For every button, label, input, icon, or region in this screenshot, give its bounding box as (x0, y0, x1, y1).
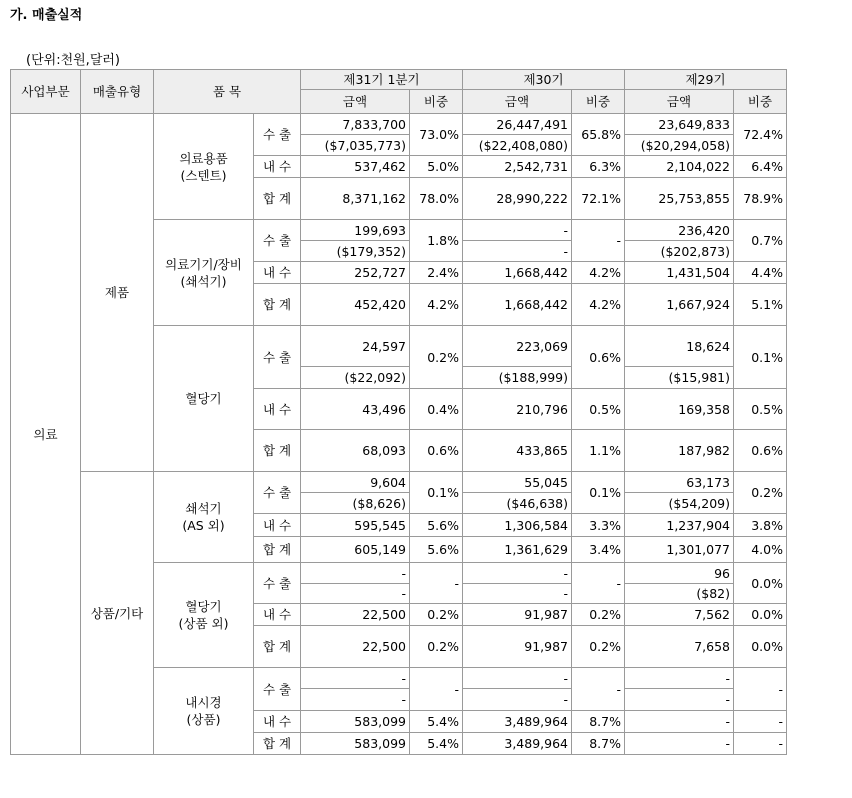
domestic-amount-cell: 91,987 (463, 604, 572, 626)
total-amount-cell: 1,301,077 (625, 537, 734, 563)
export-amount-cell: 199,693 (301, 220, 410, 241)
domestic-share-cell: 2.4% (410, 262, 463, 284)
domestic-amount-cell: 169,358 (625, 389, 734, 430)
export-usd-cell: ($15,981) (625, 367, 734, 389)
total-amount-cell: 1,667,924 (625, 284, 734, 326)
export-amount-cell: - (463, 668, 572, 689)
total-amount-cell: 22,500 (301, 626, 410, 668)
export-amount-cell: 23,649,833 (625, 114, 734, 135)
header-period-3: 제29기 (625, 70, 787, 90)
domestic-share-cell: 6.3% (572, 156, 625, 178)
export-amount-cell: 24,597 (301, 326, 410, 367)
item-label-line: 의료용품 (179, 150, 228, 166)
domestic-amount-cell: 1,668,442 (463, 262, 572, 284)
export-usd-cell: ($8,626) (301, 493, 410, 514)
total-amount-cell: 605,149 (301, 537, 410, 563)
export-usd-cell: - (301, 584, 410, 604)
domestic-share-cell: 6.4% (734, 156, 787, 178)
row-label-domestic: 내 수 (254, 514, 301, 537)
export-usd-cell: - (463, 584, 572, 604)
export-share-cell: - (572, 563, 625, 604)
total-share-cell: 4.0% (734, 537, 787, 563)
row-label-total: 합 계 (254, 626, 301, 668)
total-amount-cell: 8,371,162 (301, 178, 410, 220)
domestic-share-cell: 0.5% (572, 389, 625, 430)
total-amount-cell: - (625, 733, 734, 755)
domestic-share-cell: 0.5% (734, 389, 787, 430)
header-amount: 금액 (625, 90, 734, 114)
domestic-share-cell: 8.7% (572, 711, 625, 733)
export-usd-cell: ($54,209) (625, 493, 734, 514)
domestic-share-cell: 5.4% (410, 711, 463, 733)
row-label-total: 합 계 (254, 284, 301, 326)
total-amount-cell: 187,982 (625, 430, 734, 472)
item-label-line: (상품) (186, 712, 221, 727)
item-label-line: 혈당기 (185, 599, 222, 614)
header-segment: 사업부문 (11, 70, 81, 114)
table-row (11, 114, 787, 135)
sales-table (10, 69, 787, 755)
total-amount-cell: 7,658 (625, 626, 734, 668)
export-amount-cell: 236,420 (625, 220, 734, 241)
total-amount-cell: 1,361,629 (463, 537, 572, 563)
sales-type-cell: 제품 (81, 114, 154, 472)
table-row (11, 472, 787, 493)
domestic-amount-cell: 252,727 (301, 262, 410, 284)
export-share-cell: 0.7% (734, 220, 787, 262)
domestic-amount-cell: 595,545 (301, 514, 410, 537)
item-label-line: 혈당기 (185, 391, 222, 406)
export-amount-cell: - (301, 668, 410, 689)
item-cell (154, 220, 254, 326)
export-amount-cell: - (301, 563, 410, 584)
export-share-cell: 1.8% (410, 220, 463, 262)
export-amount-cell: 9,604 (301, 472, 410, 493)
domestic-amount-cell: 43,496 (301, 389, 410, 430)
item-cell (154, 472, 254, 563)
row-label-domestic: 내 수 (254, 156, 301, 178)
export-amount-cell: 7,833,700 (301, 114, 410, 135)
export-share-cell: 72.4% (734, 114, 787, 156)
row-label-total: 합 계 (254, 430, 301, 472)
domestic-share-cell: 3.8% (734, 514, 787, 537)
export-amount-cell: - (625, 668, 734, 689)
total-amount-cell: 68,093 (301, 430, 410, 472)
item-cell (154, 114, 254, 220)
total-share-cell: 4.2% (410, 284, 463, 326)
header-item: 품 목 (154, 70, 301, 114)
row-label-total: 합 계 (254, 178, 301, 220)
domestic-amount-cell: 3,489,964 (463, 711, 572, 733)
item-label-line: (스텐트) (180, 167, 227, 183)
domestic-amount-cell: 537,462 (301, 156, 410, 178)
total-share-cell: 78.9% (734, 178, 787, 220)
header-period-1: 제31기 1분기 (301, 70, 463, 90)
total-share-cell: 0.6% (410, 430, 463, 472)
export-usd-cell: ($179,352) (301, 241, 410, 262)
export-share-cell: 0.0% (734, 563, 787, 604)
item-cell (154, 668, 254, 755)
table-body (11, 114, 787, 755)
domestic-amount-cell: 2,542,731 (463, 156, 572, 178)
row-label-domestic: 내 수 (254, 711, 301, 733)
total-share-cell: 5.6% (410, 537, 463, 563)
export-usd-cell: ($188,999) (463, 367, 572, 389)
total-share-cell: 0.2% (572, 626, 625, 668)
domestic-share-cell: 5.6% (410, 514, 463, 537)
domestic-amount-cell: 210,796 (463, 389, 572, 430)
header-period-2: 제30기 (463, 70, 625, 90)
export-amount-cell: 223,069 (463, 326, 572, 367)
header-sales-type: 매출유형 (81, 70, 154, 114)
section-title: 가. 매출실적 (10, 8, 83, 23)
domestic-share-cell: - (734, 711, 787, 733)
total-amount-cell: 25,753,855 (625, 178, 734, 220)
export-share-cell: 0.1% (734, 326, 787, 389)
unit-note: (단위:천원,달러) (26, 53, 121, 68)
export-share-cell: 73.0% (410, 114, 463, 156)
row-label-export: 수 출 (254, 326, 301, 389)
total-share-cell: 3.4% (572, 537, 625, 563)
item-label-line: (상품 외) (178, 616, 229, 631)
total-amount-cell: 583,099 (301, 733, 410, 755)
domestic-share-cell: 0.0% (734, 604, 787, 626)
export-usd-cell: ($7,035,773) (301, 135, 410, 156)
domestic-share-cell: 5.0% (410, 156, 463, 178)
domestic-amount-cell: 22,500 (301, 604, 410, 626)
domestic-amount-cell: 583,099 (301, 711, 410, 733)
item-label-line: 의료기기/장비 (165, 256, 242, 272)
total-share-cell: 1.1% (572, 430, 625, 472)
total-share-cell: 5.4% (410, 733, 463, 755)
export-amount-cell: 18,624 (625, 326, 734, 367)
export-share-cell: - (572, 220, 625, 262)
export-amount-cell: 26,447,491 (463, 114, 572, 135)
export-usd-cell: ($20,294,058) (625, 135, 734, 156)
export-amount-cell: 55,045 (463, 472, 572, 493)
domestic-share-cell: 0.2% (572, 604, 625, 626)
domestic-share-cell: 4.4% (734, 262, 787, 284)
export-share-cell: - (572, 668, 625, 711)
total-amount-cell: 1,668,442 (463, 284, 572, 326)
total-share-cell: 4.2% (572, 284, 625, 326)
domestic-share-cell: 0.4% (410, 389, 463, 430)
domestic-amount-cell: 1,306,584 (463, 514, 572, 537)
export-share-cell: 0.2% (734, 472, 787, 514)
export-share-cell: 0.2% (410, 326, 463, 389)
export-share-cell: 65.8% (572, 114, 625, 156)
segment-cell: 의료 (11, 114, 81, 755)
export-usd-cell: ($22,408,080) (463, 135, 572, 156)
item-label-line: 쇄석기 (185, 501, 222, 516)
export-usd-cell: ($202,873) (625, 241, 734, 262)
domestic-share-cell: 3.3% (572, 514, 625, 537)
row-label-total: 합 계 (254, 733, 301, 755)
domestic-amount-cell: - (625, 711, 734, 733)
total-share-cell: - (734, 733, 787, 755)
row-label-export: 수 출 (254, 220, 301, 262)
export-usd-cell: ($46,638) (463, 493, 572, 514)
export-usd-cell: ($82) (625, 584, 734, 604)
item-label-line: 내시경 (185, 695, 222, 710)
export-amount-cell: - (463, 220, 572, 241)
total-share-cell: 0.0% (734, 626, 787, 668)
export-amount-cell: 63,173 (625, 472, 734, 493)
row-label-total: 합 계 (254, 537, 301, 563)
header-share: 비중 (410, 90, 463, 114)
header-amount: 금액 (301, 90, 410, 114)
export-amount-cell: 96 (625, 563, 734, 584)
domestic-amount-cell: 7,562 (625, 604, 734, 626)
total-amount-cell: 91,987 (463, 626, 572, 668)
export-usd-cell: - (301, 689, 410, 711)
domestic-share-cell: 0.2% (410, 604, 463, 626)
item-label-line: (AS 외) (182, 518, 225, 533)
export-usd-cell: - (463, 241, 572, 262)
total-amount-cell: 3,489,964 (463, 733, 572, 755)
export-share-cell: 0.6% (572, 326, 625, 389)
export-amount-cell: - (463, 563, 572, 584)
header-share: 비중 (734, 90, 787, 114)
export-share-cell: - (410, 668, 463, 711)
row-label-export: 수 출 (254, 472, 301, 514)
domestic-amount-cell: 2,104,022 (625, 156, 734, 178)
export-share-cell: - (410, 563, 463, 604)
total-share-cell: 0.2% (410, 626, 463, 668)
total-share-cell: 5.1% (734, 284, 787, 326)
row-label-export: 수 출 (254, 563, 301, 604)
row-label-domestic: 내 수 (254, 604, 301, 626)
domestic-share-cell: 4.2% (572, 262, 625, 284)
item-cell (154, 326, 254, 472)
header-amount: 금액 (463, 90, 572, 114)
sales-type-cell: 상품/기타 (81, 472, 154, 755)
export-usd-cell: ($22,092) (301, 367, 410, 389)
total-share-cell: 78.0% (410, 178, 463, 220)
total-share-cell: 0.6% (734, 430, 787, 472)
total-share-cell: 8.7% (572, 733, 625, 755)
header-share: 비중 (572, 90, 625, 114)
item-label-line: (쇄석기) (180, 273, 227, 289)
export-share-cell: 0.1% (572, 472, 625, 514)
row-label-domestic: 내 수 (254, 389, 301, 430)
row-label-domestic: 내 수 (254, 262, 301, 284)
domestic-amount-cell: 1,431,504 (625, 262, 734, 284)
total-amount-cell: 452,420 (301, 284, 410, 326)
total-share-cell: 72.1% (572, 178, 625, 220)
item-cell (154, 563, 254, 668)
total-amount-cell: 28,990,222 (463, 178, 572, 220)
export-share-cell: - (734, 668, 787, 711)
export-usd-cell: - (625, 689, 734, 711)
export-share-cell: 0.1% (410, 472, 463, 514)
total-amount-cell: 433,865 (463, 430, 572, 472)
row-label-export: 수 출 (254, 668, 301, 711)
domestic-amount-cell: 1,237,904 (625, 514, 734, 537)
row-label-export: 수 출 (254, 114, 301, 156)
export-usd-cell: - (463, 689, 572, 711)
